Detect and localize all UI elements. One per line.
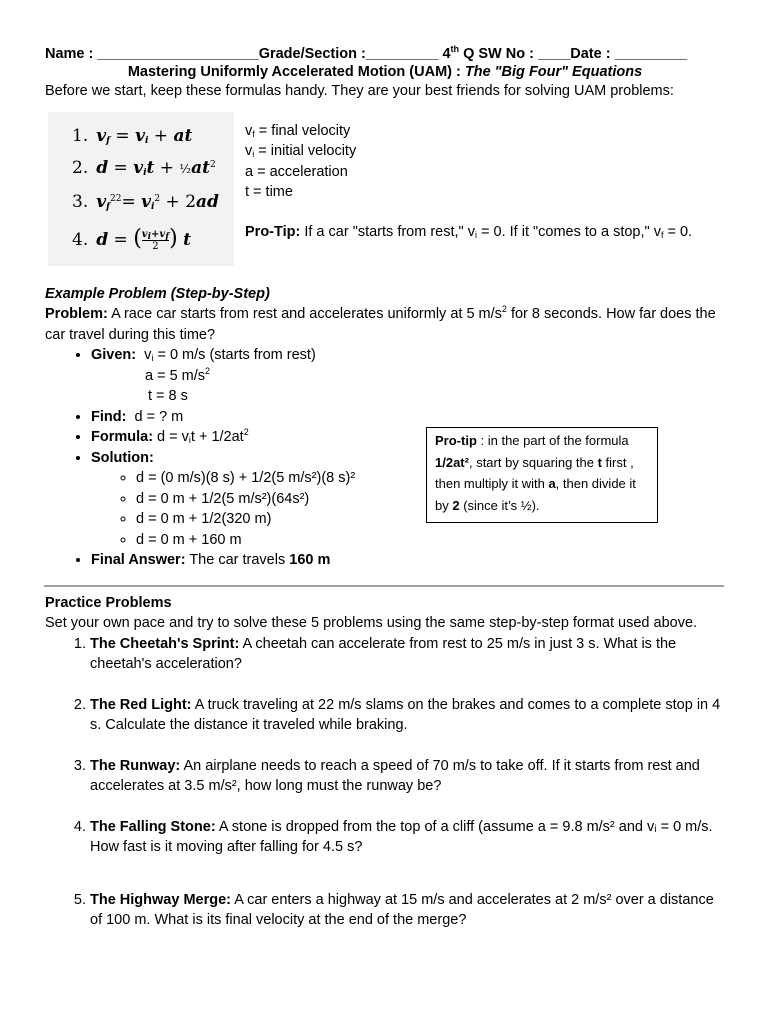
title-italic: The "Big Four" Equations — [464, 64, 643, 80]
practice-intro: Set your own pace and try to solve these 5 problems using the same step-by-step format used above. — [45, 615, 698, 631]
date-label: Date : — [570, 46, 615, 62]
def-vi: $v_i$ = initial velocity — [245, 143, 357, 159]
solution-step: ◦ d = 0 m + 1/2(5 m/s²)(64s²) — [136, 489, 725, 510]
solution-step: ◦ d = 0 m + 160 m — [136, 530, 725, 551]
quarter-number: 4 — [442, 46, 451, 62]
worksheet-page — [45, 46, 725, 931]
final-answer-item: • Final Answer: The car travels 160 m — [91, 550, 725, 571]
sw-label: Q SW No : — [459, 46, 538, 62]
practice-problem-2: 2. The Red Light: A truck traveling at 22 m/s slams on the brakes and comes to a complete stop in 4 s. Calculate the distance it traveled while braking. — [90, 695, 725, 736]
formula-section — [45, 112, 725, 268]
header-line — [45, 46, 725, 62]
formula-item: • Formula: $d = v_it + 1/2at^2$ — [91, 427, 725, 448]
name-blank: ____________________ — [97, 46, 259, 62]
solution-step: ◦ d = (0 m/s)(8 s) + 1/2(5 m/s²)(8 s)² — [136, 468, 725, 489]
def-t: t = time — [245, 184, 293, 200]
practice-list — [45, 634, 725, 931]
protip-box: Pro-tip : in the part of the formula 1/2at², start by squaring the t first , then multiply it with a, then divide it by 2 (since it’s ½). — [426, 427, 658, 523]
practice-problem-3: 3. The Runway: An airplane needs to reach a speed of 70 m/s to take off. If it starts from rest and accelerates at 3.5 m/s², how long must the runway be? — [90, 756, 725, 797]
title-main: Mastering Uniformly Accelerated Motion (UAM) : — [127, 64, 465, 80]
quarter-suffix: th — [450, 44, 460, 54]
practice-heading: Practice Problems — [45, 594, 172, 611]
given-item: • Given: $v_i = 0$ m/s (starts from rest) a = 5 $m/s^2$ t = 8 s — [91, 345, 725, 407]
practice-problem-5: 5. The Highway Merge: A car enters a highway at 15 m/s and accelerates at 2 m/s² over a distance of 100 m. What is its final velocity at the end of the merge? — [90, 890, 725, 931]
solution-step: ◦ d = 0 m + 1/2(320 m) — [136, 509, 725, 530]
solution-item: • Solution: ◦ d = (0 m/s)(8 s) + 1/2(5 m/s²)(8 s)² ◦ d = 0 m + 1/2(5 m/s²)(64s²) ◦ d = 0 m + 1/2(320 m) ◦ d = 0 m + 160 m — [91, 448, 725, 551]
formula-4: 4. d = ( $\frac{v_i+v_f}{2}$ ) t — [72, 225, 191, 252]
variable-definitions — [245, 121, 356, 203]
formula-2: 2. $d = v_it$ + $\frac{1}{2}at^2$ — [72, 157, 216, 178]
practice-problem-1: 1. The Cheetah's Sprint: A cheetah can accelerate from rest to 25 m/s in just 3 s. What is the cheetah's acceleration? — [90, 634, 725, 675]
find-item: • Find: d = ? m — [91, 407, 725, 428]
practice-problem-4: 4. The Falling Stone: A stone is dropped from the top of a cliff (assume a = 9.8 m/s² and vᵢ = 0 m/s. How fast is it moving after falling for 4.5 s? — [90, 817, 725, 858]
given-a: a = 5 $m/s^2$ — [145, 365, 211, 384]
formula-3: 3. $v_f^{22}= v_i^2 + 2ad$ — [72, 191, 219, 212]
date-blank: _________ — [614, 46, 688, 62]
formula-image — [48, 112, 234, 266]
def-a: a = acceleration — [245, 163, 348, 180]
sw-blank: ____ — [537, 46, 571, 62]
section-divider — [44, 585, 724, 587]
protip-rest: Pro-Tip: If a car "starts from rest," $v_i = 0$. If it "comes to a stop," $v_f = 0$. — [245, 223, 693, 240]
def-vf: $v_f$ = final velocity — [245, 122, 351, 139]
example-heading: Example Problem (Step-by-Step) — [45, 285, 270, 302]
given-t: t = 8 s — [148, 388, 188, 404]
intro-text: Before we start, keep these formulas handy. They are your best friends for solving UAM problems: — [45, 83, 674, 99]
example-problem: Problem: A race car starts from rest and accelerates uniformly at 5 $m/s^2$ for 8 seconds. How far does the car travel during this time? — [45, 304, 716, 343]
solution-area — [45, 345, 725, 571]
grade-blank: _________ — [365, 46, 443, 62]
formula-1: 1. $v_f = v_i$ + at — [72, 125, 193, 146]
worksheet-title — [45, 64, 725, 80]
grade-label: Grade/Section : — [258, 46, 366, 62]
name-label: Name : — [45, 46, 98, 62]
